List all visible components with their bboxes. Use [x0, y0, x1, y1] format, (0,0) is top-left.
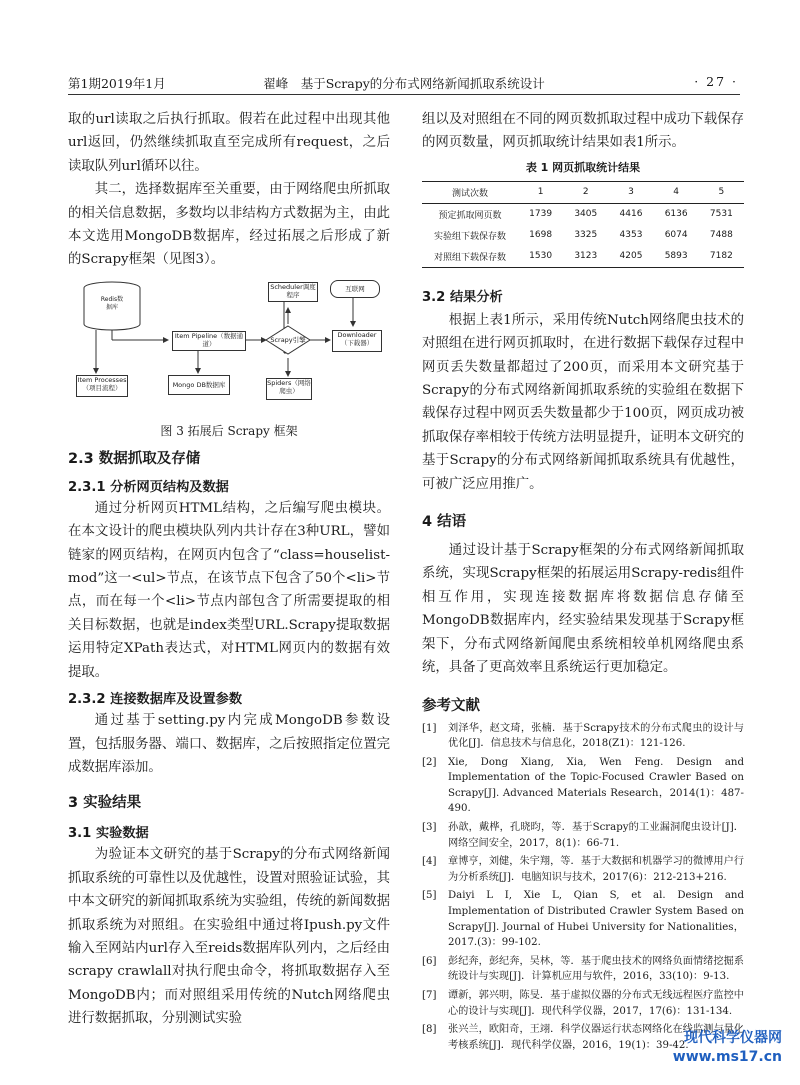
column-header: 3 [628, 187, 634, 198]
table-cell: 3405 [574, 209, 598, 220]
scheduler-node: Scheduler调度程序 [268, 282, 318, 302]
reference-item: [5] Daiyi L I, Xie L, Qian S, et al. Design and Implementation of Distributed Crawler System Based on Scrapy[J]. Journal of Hubei University for Nationalities，2017.(3)：99-102. [422, 890, 744, 949]
table-cell: 4353 [619, 230, 643, 241]
table-cell: 1698 [529, 230, 553, 241]
column-header: 2 [582, 187, 589, 198]
table-cell: 6136 [664, 209, 688, 220]
paragraph: 其二，选择数据库至关重要，由于网络爬虫所抓取的相关信息数据，多数均以非结构方式数据为主，由此本文选用MongoDB数据库，经过拓展之后形成了新的Scrapy框架（见图3）。 [68, 182, 390, 268]
left-column [68, 108, 390, 1031]
row-label: 实验组下载保存数 [433, 231, 506, 242]
paragraph: 通过设计基于Scrapy框架的分布式网络新闻抓取系统，实现Scrapy框架的拓展运用Scrapy-redis组件相互作用，实现连接数据库将数据信息存储至MongoDB数据库内，经实验结果发现基于Scrapy框架下，分布式网络新闻爬虫系统相较单机网络爬虫系统，具备了更高效率且系统运行更加稳定。 [422, 543, 744, 676]
table-header-row [422, 181, 744, 203]
section-heading: 4 结语 [422, 514, 467, 531]
column-header: 测试次数 [451, 188, 488, 199]
running-header [68, 72, 740, 95]
table-title: 表 1 网页抓取统计结果 [525, 160, 641, 174]
table-cell: 3325 [574, 230, 598, 241]
subsection-heading: 3.2 结果分析 [422, 289, 503, 305]
section-heading: 3 实验结果 [68, 795, 142, 812]
reference-item: [7] 谭新，郭兴明，陈旻．基于虚拟仪器的分布式无线远程医疗监控中心的设计与实现[J]．现代科学仪器，2017，17(6)：131-134. [422, 990, 744, 1017]
scrapy-framework-figure [68, 278, 390, 418]
section-heading: 2.3 数据抓取及存储 [68, 450, 201, 467]
table-cell: 7531 [709, 209, 733, 220]
row-label: 预定抓取网页数 [438, 210, 502, 221]
table-cell: 7488 [709, 230, 733, 241]
table-row [422, 203, 744, 225]
reference-item: [2] Xie, Dong Xiang, Xia, Wen Feng. Design and Implementation of the Topic-Focused Crawler Based on Scrapy[J]. Advanced Materials Research，2014(1)：487-490. [422, 756, 744, 815]
item-processes-node: Item Processes（项目流程） [76, 375, 128, 397]
subsection-heading: 3.1 实验数据 [68, 826, 149, 842]
table-cell: 5893 [664, 251, 688, 262]
watermark-logo [642, 1027, 782, 1073]
figure-caption: 图 3 拓展后 Scrapy 框架 [160, 423, 298, 438]
table-row [422, 225, 744, 246]
page-number: · 27 · [694, 74, 738, 89]
table-cell: 4205 [619, 251, 643, 262]
paragraph: 根据上表1所示，采用传统Nutch网络爬虫技术的对照组在进行网页抓取时，在进行数据下载保存过程中网页丢失数量都超过了200页，而采用本文研究基于Scrapy的分布式网络新闻抓取系统的实验组在数据下载保存过程中网页丢失数量都少于100页，网页成功被抓取保存率相较于传统方法明显提升，证明本文研究的基于Scrapy的分布式网络新闻抓取系统具有优越性，可被广泛应用推广。 [422, 312, 744, 492]
paragraph: 通过基于setting.py内完成MongoDB参数设置，包括服务器、端口、数据库，之后按照指定位置完成数据库添加。 [68, 713, 390, 775]
downloader-node: Downloader（下载器） [332, 330, 382, 352]
paragraph: 取的url读取之后执行抓取。假若在此过程中出现其他url返回，仍然继续抓取直至完成所有request，之后读取队列url循环以往。 [68, 112, 390, 174]
watermark-url: www.ms17.cn [672, 1049, 782, 1065]
table-cell: 6074 [664, 230, 688, 241]
spiders-node: Spiders（网络爬虫） [266, 378, 312, 400]
table-cell: 1530 [529, 251, 553, 262]
item-pipeline-node: Item Pipeline（数据通道） [172, 331, 246, 351]
watermark-title: 现代科学仪器网 [684, 1030, 782, 1046]
references-heading: 参考文献 [422, 697, 480, 714]
column-header: 5 [718, 187, 725, 198]
row-label: 对照组下载保存数 [433, 252, 506, 263]
reference-item: [4] 章博亨，刘健，朱宇翔，等．基于大数据和机器学习的微博用户行为分析系统[J]．电脑知识与技术，2017(6)：212-213+216. [422, 856, 744, 883]
article-running-title: 翟峰 基于Scrapy的分布式网络新闻抓取系统设计 [263, 76, 545, 91]
reference-list [422, 721, 744, 1054]
right-column [422, 108, 744, 1056]
issue-date: 第1期2019年1月 [68, 76, 166, 91]
internet-node: 互联网 [330, 280, 380, 298]
reference-item: [8] 张兴兰，欧阳奇，王翊．科学仪器运行状态网络化在线监测与量化考核系统[J]．现代科学仪器，2016，19(1)：39-42. [422, 1024, 744, 1051]
redis-db-node: Redis数据库 [100, 295, 124, 311]
reference-item: [1] 刘泽华，赵文琦，张楠．基于Scrapy技术的分布式爬虫的设计与优化[J]．信息技术与信息化，2018(Z1)：121-126. [422, 722, 744, 750]
table-cell: 3123 [574, 251, 598, 262]
table-cell: 1739 [529, 209, 553, 220]
paragraph: 通过分析网页HTML结构，之后编写爬虫模块。在本文设计的爬虫模块队列内共计存在3种URL，譬如链家的网页结构，在网页内包含了“class=houselist-mod”这一<ul>节点，在该节点下包含了50个<li>节点，而在每一个<li>节点内部包含了所需要提取的相关目标数据，也就是index类型URL.Scrapy提取数据运用特定XPath表达式，对HTML网页内的数据有效提取。 [68, 500, 390, 680]
reference-item: [3] 孙歆，戴桦，孔晓昀，等．基于Scrapy的工业漏洞爬虫设计[J]．网络空间安全，2017，8(1)：66-71. [422, 822, 744, 849]
table-cell: 4416 [619, 209, 643, 220]
subsection-heading: 2.3.1 分析网页结构及数据 [68, 479, 229, 495]
subsection-heading: 2.3.2 连接数据库及设置参数 [68, 692, 243, 708]
paragraph: 为验证本文研究的基于Scrapy的分布式网络新闻抓取系统的可靠性以及优越性，设置对照验证试验，其中本文研究的新闻抓取系统为实验组，传统的新闻数据抓取系统为对照组。在实验组中通过将Ipush.py文件输入至网站内url存入至reids数据库队列内，之后经由scrapy crawlall对执行爬虫命令，将抓取数据存入至MongoDB内；而对照组采用传统的Nutch网络爬虫进行数据抓取，分别测试实验 [68, 847, 390, 1027]
column-header: 4 [673, 187, 680, 198]
scrapy-engine-node: Scrapy引擎 [270, 335, 306, 344]
reference-item: [6] 彭纪奔，彭纪奔，吴林，等．基于爬虫技术的网络负面情绪挖掘系统设计与实现[J]．计算机应用与软件，2016，33(10)：9-13. [422, 955, 744, 983]
crawl-statistics-table [422, 181, 744, 268]
paragraph: 组以及对照组在不同的网页数抓取过程中成功下载保存的网页数量，网页抓取统计结果如表1所示。 [422, 112, 744, 151]
table-cell: 7182 [709, 251, 733, 262]
table-row [422, 246, 744, 268]
column-header: 1 [537, 187, 544, 198]
mongodb-node: Mongo DB数据库 [168, 375, 230, 395]
